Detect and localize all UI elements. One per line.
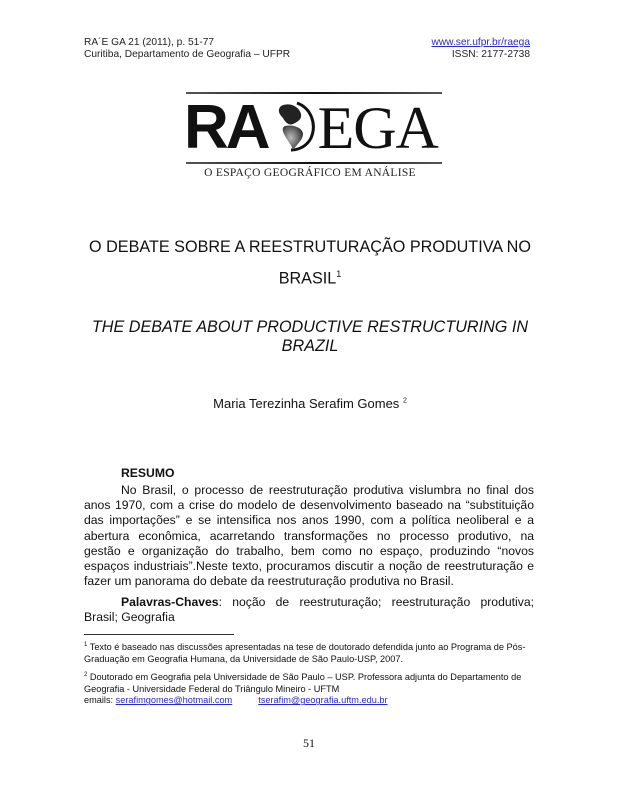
title-portuguese-line2: BRASIL <box>278 269 337 288</box>
title-portuguese <box>60 234 560 292</box>
abstract-text: No Brasil, o processo de reestruturação produtiva vislumbra no final dos anos 1970, com a crise do modelo de desenvolvimento baseado na “substituição das importações” e se intensifica nos anos 1990, com a política neoliberal e a abertura econômica, acarretando transformações no processo produtivo, na gestão e organização do trabalho, bem como no espaço, produzindo “novos espaços industriais”.Neste texto, procuramos discutir a noção de reestruturação e fazer um panorama do debate da reestruturação produtiva no Brasil. <box>84 483 534 589</box>
keywords-text: noção de reestruturação; reestruturação produtiva; Brasil; Geografia <box>84 595 534 625</box>
author-name: Maria Terezinha Serafim Gomes <box>213 396 400 411</box>
globe-icon <box>271 100 317 152</box>
logo-wordmark-left: RA <box>184 93 268 162</box>
footnote-divider <box>84 634 234 635</box>
journal-url-link[interactable]: www.ser.ufpr.br/raega <box>431 37 530 48</box>
keywords-separator: : <box>218 595 233 609</box>
running-header-left <box>84 37 290 61</box>
logo-tagline: O ESPAÇO GEOGRÁFICO EM ANÁLISE <box>204 167 416 179</box>
author <box>60 396 560 411</box>
footnote-1-ref: 1 <box>84 642 88 648</box>
footnote-2-text: Doutorado em Geografia pela Universidade de São Paulo – USP. Professora adjunta do Departamento de Geografia - Universidade Federal do Triângulo Mineiro - UFTM <box>84 672 522 694</box>
logo-wordmark <box>184 93 438 162</box>
footnote-ref-1[interactable]: 1 <box>336 269 342 279</box>
institution: Curitiba, Departamento de Geografia – UFPR <box>84 49 291 60</box>
emails-label: emails: <box>84 695 116 706</box>
abstract-heading: RESUMO <box>121 466 175 480</box>
title-english-line2: BRAZIL <box>281 337 339 355</box>
footnote-2 <box>84 670 534 707</box>
footnote-1 <box>84 640 534 665</box>
keywords-label: Palavras-Chaves <box>121 595 219 609</box>
footnote-2-ref: 2 <box>84 672 88 678</box>
footnote-ref-2[interactable]: 2 <box>402 397 407 405</box>
footnote-1-text: Texto é baseado nas discussões apresentadas na tese de doutorado defendida junto ao Programa de Pós-Graduação em Geografia Humana, da Universidade de São Paulo-USP, 2007. <box>84 642 526 664</box>
keywords <box>84 595 534 625</box>
citation: RA´E GA 21 (2011), p. 51-77 <box>84 37 215 48</box>
title-portuguese-line1: O DEBATE SOBRE A REESTRUTURAÇÃO PRODUTIVA NO <box>89 238 531 256</box>
logo-bottom-rule <box>186 162 442 164</box>
running-header-right <box>431 37 530 61</box>
email-link-1[interactable]: serafimgomes@hotmail.com <box>115 695 233 706</box>
title-english-line1: THE DEBATE ABOUT PRODUCTIVE RESTRUCTURING IN <box>91 318 529 336</box>
logo-wordmark-right: EGA <box>317 95 438 161</box>
abstract <box>84 483 534 589</box>
email-link-2[interactable]: tserafim@geografia.uftm.edu.br <box>258 695 388 706</box>
page-number: 51 <box>303 736 315 750</box>
issn: ISSN: 2177-2738 <box>451 49 530 60</box>
title-english <box>60 318 560 356</box>
journal-logo <box>178 92 442 182</box>
